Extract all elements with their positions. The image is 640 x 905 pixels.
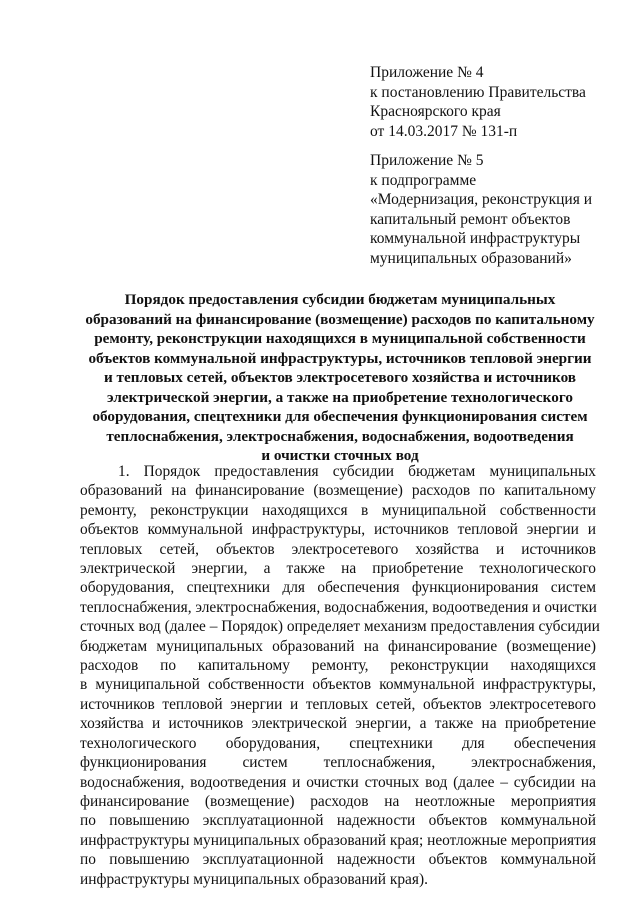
paragraph-line: оборудования, спецтехники для обеспечения функционирования систем: [80, 579, 596, 597]
title-line: и тепловых сетей, объектов электросетевого хозяйства и источников: [104, 369, 576, 386]
paragraph-line: хозяйства и источников электрической энергии, а также на приобретение: [80, 715, 596, 733]
appendix-4-line: от 14.03.2017 № 131-п: [370, 122, 518, 140]
paragraph-line: 1. Порядок предоставления субсидии бюджетам муниципальных: [118, 463, 596, 480]
title-line: объектов коммунальной инфраструктуры, источников тепловой энергии: [88, 349, 592, 367]
paragraph-line: бюджетам муниципальных образований на финансирование (возмещение): [80, 637, 596, 655]
paragraph-line: расходов по капитальному ремонту, реконструкции находящихся: [80, 657, 596, 675]
title-line: теплоснабжения, электроснабжения, водоснабжения, водоотведения: [106, 427, 574, 445]
paragraph-line: финансирование (возмещение) расходов на неотложные мероприятия: [80, 792, 596, 810]
title-line: ремонту, реконструкции находящихся в муниципальной собственности: [94, 330, 586, 347]
appendix-4-line: Приложение № 4: [370, 64, 484, 81]
paragraph-line: инфраструктуры муниципальных образований края; неотложные мероприятия: [80, 831, 597, 849]
paragraph-line: образований на финансирование (возмещение) расходов по капитальному: [80, 482, 596, 500]
paragraph-line: функционирования систем теплоснабжения, электроснабжения,: [80, 754, 596, 772]
paragraph-line: водоснабжения, водоотведения и очистки сточных вод (далее – субсидии на: [80, 773, 596, 791]
title-line: Порядок предоставления субсидии бюджетам муниципальных: [124, 291, 556, 308]
paragraph-line: по повышению эксплуатационной надежности объектов коммунальной: [80, 851, 596, 869]
appendix-5-line: Приложение № 5: [370, 152, 484, 169]
appendix-5-line: коммунальной инфраструктуры: [370, 230, 581, 247]
title-line: образований на финансирование (возмещение) расходов по капитальному: [85, 310, 595, 328]
paragraph-line: электрической энергии, а также на приобретение технологического: [80, 560, 596, 578]
title-line: оборудования, спецтехники для обеспечения функционирования систем: [92, 408, 588, 425]
paragraph-line: сточных вод (далее – Порядок) определяет механизм предоставления субсидии: [80, 618, 600, 636]
appendix-4-line: Красноярского края: [370, 103, 501, 120]
paragraph-line: тепловых сетей, объектов электросетевого хозяйства и источников: [80, 540, 596, 558]
paragraph-line: инфраструктуры муниципальных образований края).: [80, 870, 428, 888]
title-line: электрической энергии, а также на приобретение технологического: [107, 388, 573, 406]
appendix-5-line: к подпрограмме: [370, 171, 477, 189]
paragraph-line: ремонту, реконструкции находящихся в муниципальной собственности: [80, 501, 596, 519]
paragraph-line: теплоснабжения, электроснабжения, водоснабжения, водоотведения и очистки: [80, 598, 597, 616]
appendix-5-line: капитальный ремонт объектов: [370, 210, 571, 228]
paragraph-line: технологического оборудования, спецтехники для обеспечения: [80, 734, 596, 752]
appendix-4-header: [370, 63, 620, 141]
appendix-5-header: [370, 151, 620, 268]
paragraph-1: [80, 462, 600, 889]
paragraph-line: в муниципальной собственности объектов коммунальной инфраструктуры,: [80, 676, 596, 694]
document-title: [70, 290, 610, 466]
appendix-4-line: к постановлению Правительства: [370, 83, 586, 101]
title-line: и очистки сточных вод: [261, 447, 419, 464]
paragraph-line: объектов коммунальной инфраструктуры, источников тепловой энергии и: [80, 521, 596, 539]
paragraph-line: источников тепловой энергии и тепловых сетей, объектов электросетевого: [80, 695, 596, 713]
appendix-5-line: муниципальных образований»: [370, 249, 572, 267]
appendix-5-line: «Модернизация, реконструкция и: [370, 191, 593, 208]
paragraph-line: по повышению эксплуатационной надежности объектов коммунальной: [80, 812, 596, 830]
